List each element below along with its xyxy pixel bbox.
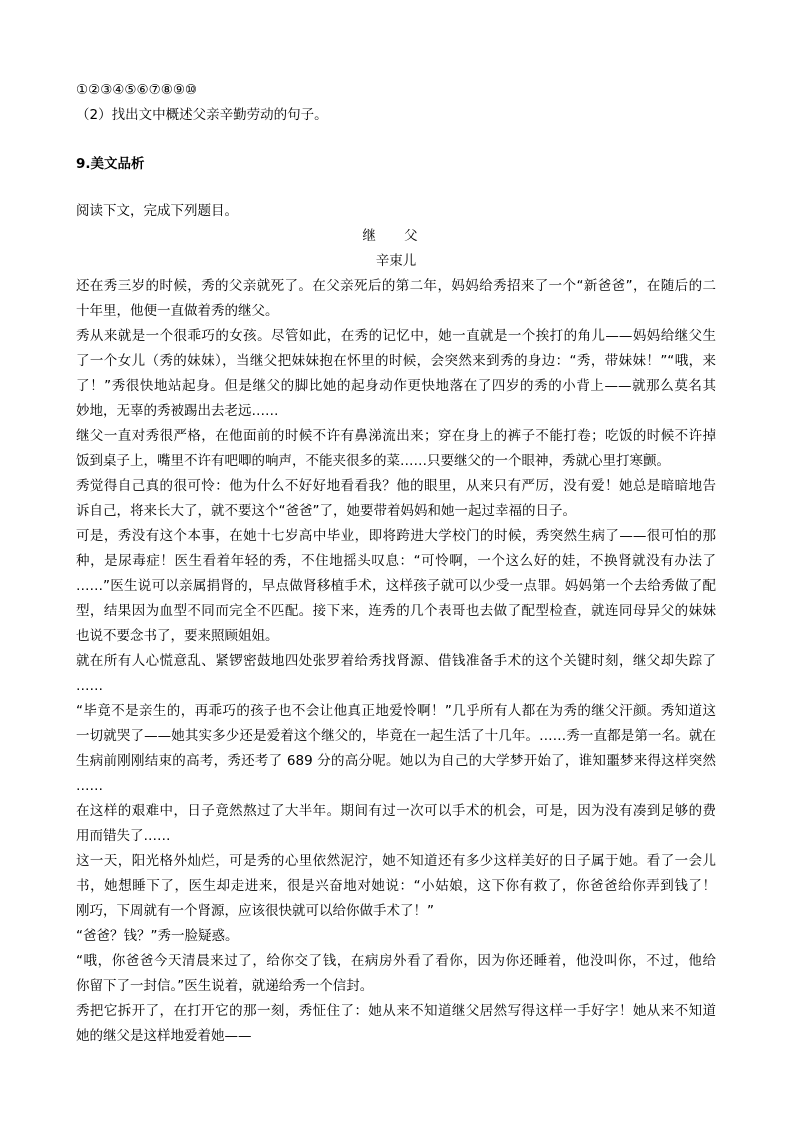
- body-line: 秀把它拆开了，在打开它的那一刻，秀怔住了：她从来不知道继父居然写得这样一手好字！她从来不知道: [76, 1003, 716, 1019]
- article-body: [76, 274, 718, 1049]
- body-line: 诉自己，将来长大了，就不要这个“爸爸”了，她要带着妈妈和她一起过幸福的日子。: [76, 503, 576, 519]
- body-line: 种，是尿毒症！医生看着年轻的秀，不住地摇头叹息：“可怜啊，一个这么好的娃，不换肾就没有办法了: [76, 553, 716, 569]
- sub-question-2: （2）找出文中概述父亲辛勤劳动的句子。: [76, 107, 328, 123]
- body-line: 就在所有人心慌意乱、紧锣密鼓地四处张罗着给秀找肾源、借钱准备手术的这个关键时刻，继父却失踪了: [76, 653, 716, 669]
- circled-numbers: ①②③④⑤⑥⑦⑧⑨⑩: [76, 82, 198, 98]
- body-line: 也说不要念书了，要来照顾姐姐。: [76, 628, 279, 644]
- article-author: 辛束儿: [375, 253, 417, 269]
- body-line: 十年里，他便一直做着秀的继父。: [76, 303, 279, 319]
- article-title: 继 父: [362, 228, 430, 244]
- body-line: “毕竟不是亲生的，再乖巧的孩子也不会让他真正地爱怜啊！”几乎所有人都在为秀的继父汗颜。秀知道这: [76, 703, 716, 719]
- body-line: 用而错失了……: [76, 828, 171, 844]
- body-line: 在这样的艰难中，日子竟然熬过了大半年。期间有过一次可以手术的机会，可是，因为没有凑到足够的费: [76, 803, 716, 819]
- body-line: 这一天，阳光格外灿烂，可是秀的心里依然泥泞，她不知道还有多少这样美好的日子属于她。看了一会儿: [76, 853, 716, 869]
- body-line: 继父一直对秀很严格，在他面前的时候不许有鼻涕流出来；穿在身上的裤子不能打卷；吃饭的时候不许掉: [76, 428, 716, 444]
- body-line: 型，结果因为血型不同而完全不匹配。接下来，连秀的几个表哥也去做了配型检查，就连同母异父的妹妹: [76, 603, 716, 619]
- body-line: 秀从来就是一个很乖巧的女孩。尽管如此，在秀的记忆中，她一直就是一个挨打的角儿——妈妈给继父生: [76, 328, 716, 344]
- body-line: 刚巧，下周就有一个肾源，应该很快就可以给你做手术了！”: [76, 903, 434, 919]
- body-line: 你留下了一封信。”医生说着，就递给秀一个信封。: [76, 978, 374, 994]
- body-line: ……: [76, 778, 103, 794]
- body-line: 了！”秀很快地站起身。但是继父的脚比她的起身动作更快地落在了四岁的秀的小背上——就那么莫名其: [76, 378, 716, 394]
- body-line: 书，她想睡下了，医生却走进来，很是兴奋地对她说：“小姑娘，这下你有救了，你爸爸给你弄到钱了！: [76, 878, 716, 894]
- body-line: 妙地，无辜的秀被踢出去老远……: [76, 403, 279, 419]
- instruction: 阅读下文，完成下列题目。: [76, 203, 238, 219]
- body-line: 还在秀三岁的时候，秀的父亲就死了。在父亲死后的第二年，妈妈给秀招来了一个“新爸爸”，在随后的二: [76, 278, 716, 294]
- section-heading: 9.美文品析: [76, 156, 145, 172]
- body-line: 生病前刚刚结束的高考，秀还考了 689 分的高分呢。她以为自己的大学梦开始了，谁知噩梦来得这样突然: [76, 753, 716, 769]
- body-line: 饭到桌子上，嘴里不许有吧唧的响声，不能夹很多的菜……只要继父的一个眼神，秀就心里打寒颤。: [76, 453, 670, 469]
- body-line: 她的继父是这样地爱着她——: [76, 1028, 252, 1044]
- body-line: ……: [76, 678, 103, 694]
- body-line: 可是，秀没有这个本事，在她十七岁高中毕业，即将跨进大学校门的时候，秀突然生病了——很可怕的那: [76, 528, 716, 544]
- body-line: 秀觉得自己真的很可怜：他为什么不好好地看看我？他的眼里，从来只有严厉，没有爱！她总是暗暗地告: [76, 478, 716, 494]
- body-line: “爸爸？钱？”秀一脸疑惑。: [76, 928, 239, 944]
- body-line: 一切就哭了——她其实多少还是爱着这个继父的，毕竟在一起生活了十几年。……秀一直都是第一名。就在: [76, 728, 716, 744]
- body-line: “哦，你爸爸今天清晨来过了，给你交了钱，在病房外看了看你，因为你还睡着，他没叫你，不过，他给: [76, 953, 716, 969]
- body-line: ……”医生说可以亲属捐肾的，早点做肾移植手术，这样孩子就可以少受一点罪。妈妈第一个去给秀做了配: [76, 578, 716, 594]
- body-line: 了一个女儿（秀的妹妹），当继父把妹妹抱在怀里的时候，会突然来到秀的身边：“秀，带妹妹！”“哦，来: [76, 353, 716, 369]
